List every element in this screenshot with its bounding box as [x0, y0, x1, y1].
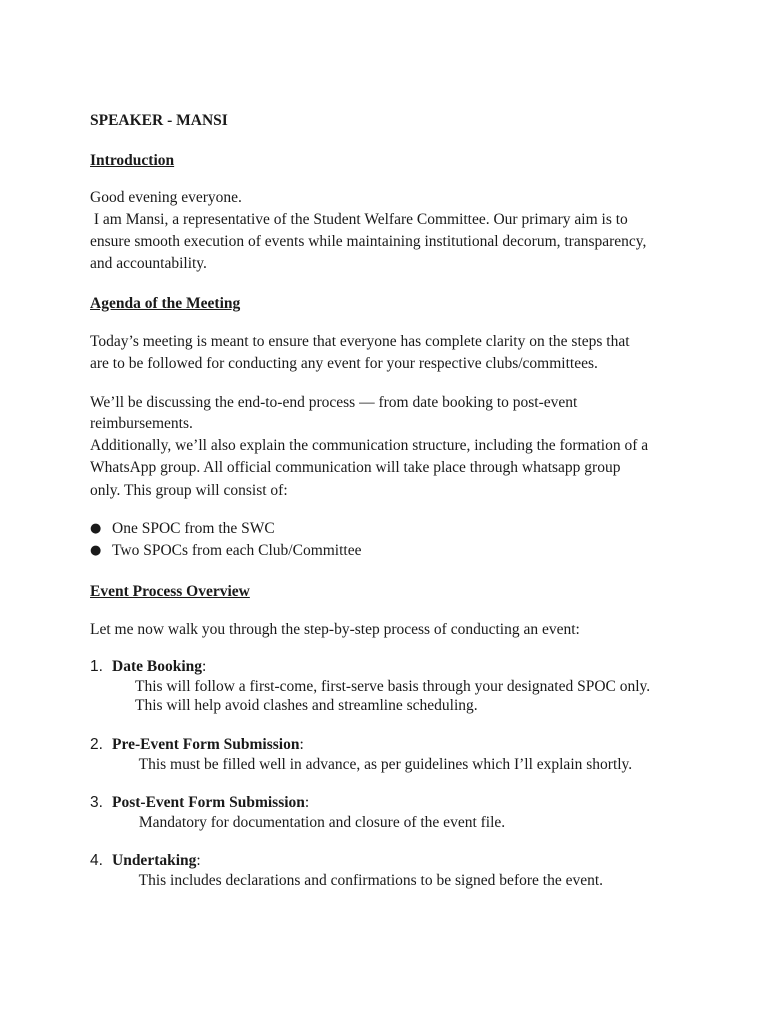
step-item — [90, 734, 304, 756]
step-colon: : — [299, 736, 304, 753]
bullet-icon: ● — [90, 521, 102, 536]
agenda-para2-line: Additionally, we’ll also explain the communication structure, including the formation of a — [90, 437, 649, 454]
agenda-para1-line: are to be followed for conducting any event for your respective clubs/committees. — [90, 355, 598, 372]
step-number: 1. — [90, 658, 103, 675]
step-colon: : — [202, 658, 207, 675]
step-description: Mandatory for documentation and closure of the event file. — [135, 814, 506, 831]
step-colon: : — [196, 852, 201, 869]
agenda-heading: Agenda of the Meeting — [90, 295, 241, 312]
agenda-para2-line: reimbursements. — [90, 415, 193, 432]
list-item — [90, 518, 275, 540]
step-item — [90, 850, 201, 872]
step-title: Pre-Event Form Submission — [112, 736, 300, 753]
step-number: 2. — [90, 736, 103, 753]
intro-line: ensure smooth execution of events while maintaining institutional decorum, transparency, — [90, 233, 647, 250]
process-heading: Event Process Overview — [90, 583, 250, 600]
intro-line: and accountability. — [90, 255, 207, 272]
intro-line: I am Mansi, a representative of the Student Welfare Committee. Our primary aim is to — [90, 211, 628, 228]
agenda-para2-line: We’ll be discussing the end-to-end process — from date booking to post-event — [90, 394, 578, 411]
step-number: 4. — [90, 852, 103, 869]
step-colon: : — [304, 794, 310, 811]
agenda-para2-line: WhatsApp group. All official communication will take place through whatsapp group — [90, 459, 621, 476]
step-description: This will help avoid clashes and streamline scheduling. — [135, 697, 478, 714]
introduction-heading: Introduction — [90, 152, 175, 169]
step-description: This must be filled well in advance, as per guidelines which I’ll explain shortly. — [135, 756, 633, 773]
step-item — [90, 792, 310, 814]
step-title: Post-Event Form Submission — [112, 794, 305, 811]
step-description: This includes declarations and confirmations to be signed before the event. — [135, 872, 604, 889]
step-title: Undertaking — [112, 852, 197, 869]
agenda-para1-line: Today’s meeting is meant to ensure that everyone has complete clarity on the steps that — [90, 333, 630, 350]
bullet-text: Two SPOCs from each Club/Committee — [112, 542, 362, 559]
step-title: Date Booking — [112, 658, 202, 675]
agenda-para2-line: only. This group will consist of: — [90, 482, 288, 499]
speaker-heading: SPEAKER - MANSI — [90, 112, 228, 129]
bullet-icon: ● — [90, 543, 102, 558]
step-number: 3. — [90, 794, 103, 811]
step-item — [90, 656, 207, 678]
process-intro: Let me now walk you through the step-by-step process of conducting an event: — [90, 621, 580, 638]
intro-line: Good evening everyone. — [90, 189, 242, 206]
step-description: This will follow a first-come, first-serve basis through your designated SPOC only. — [135, 678, 651, 695]
bullet-text: One SPOC from the SWC — [112, 520, 275, 537]
list-item — [90, 540, 362, 562]
